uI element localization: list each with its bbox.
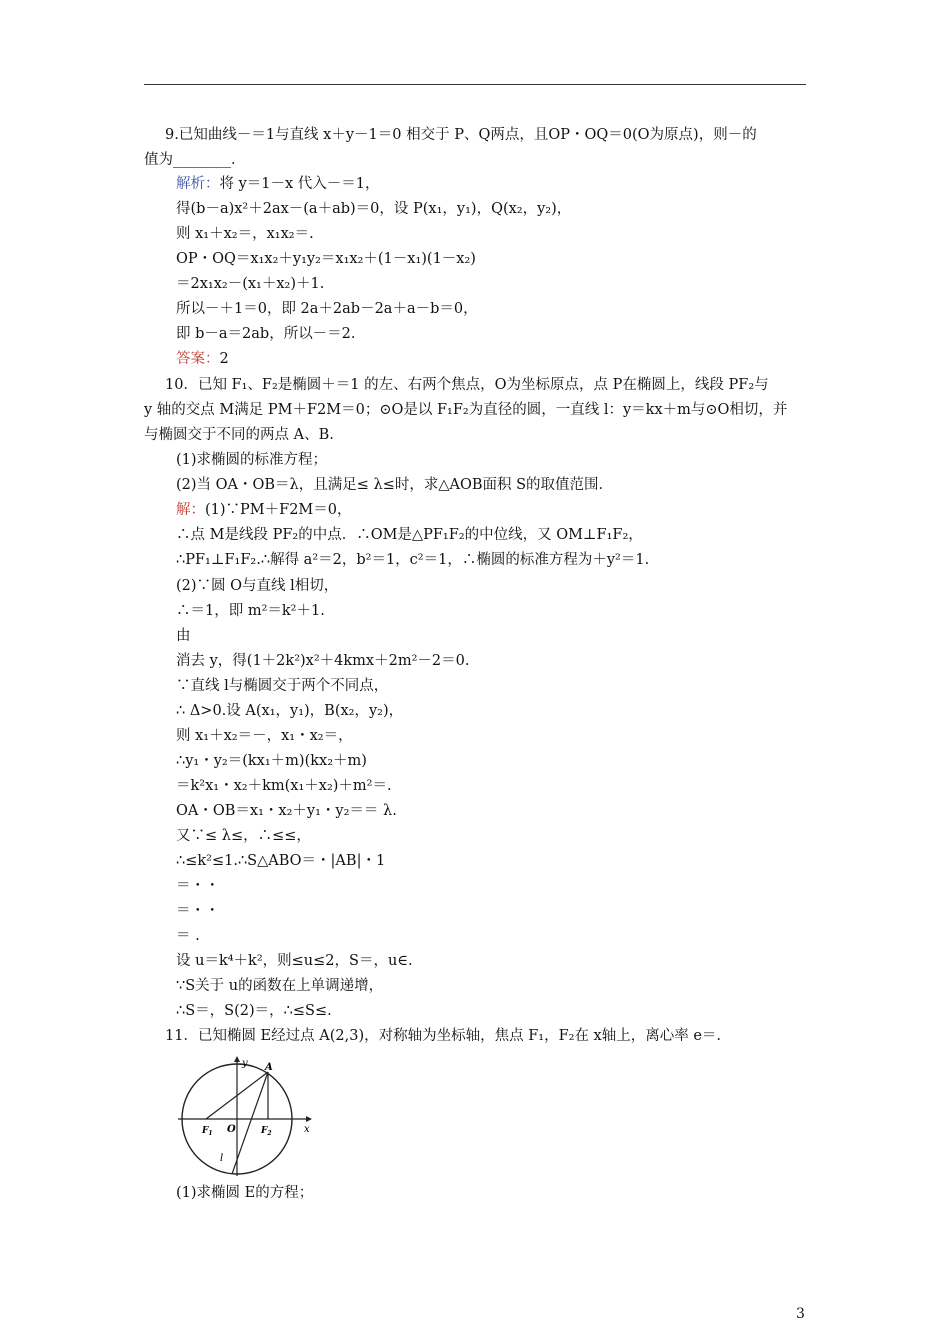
figure-label-a: A [265,1062,273,1073]
text-line: ∴S＝，S(2)＝，∴≤S≤. [176,1003,332,1019]
y-axis-arrow-icon [234,1056,240,1062]
text-line: (2)当 OA・OB＝λ，且满足≤ λ≤时，求△AOB面积 S的取值范围． [176,477,614,493]
text-line: ＝・・ [176,903,220,919]
text-line: ∴PF₁⊥F₁F₂.∴解得 a²＝2，b²＝1，c²＝1，∴椭圆的标准方程为＋y²＝1. [176,552,650,568]
page-number: 3 [796,1306,805,1322]
text-line: 设 u＝k⁴＋k²，则≤u≤2，S＝，u∈. [176,953,413,969]
label-jiexi: 解析： [176,176,220,192]
line-rest: (1)∵PM＋F2M＝0， [205,502,352,518]
figure-label-o: O [227,1124,236,1135]
text-line: 所以－＋1＝0，即 2a＋2ab－2a＋a－b＝0， [176,301,478,317]
label-daan: 答案： [176,351,220,367]
header-rule [144,84,806,85]
text-line [176,501,352,519]
text-line: ∴y₁・y₂＝(kx₁＋m)(kx₂＋m) [176,753,367,769]
text-line: 与椭圆交于不同的两点 A、B. [144,427,334,443]
text-line: ＝・・ [176,878,220,894]
text-line: 消去 y，得(1＋2k²)x²＋4kmx＋2m²－2＝0. [176,653,470,669]
text-line: (1)求椭圆 E的方程； [176,1185,314,1201]
text-line: ∵直线 l与椭圆交于两个不同点， [176,678,389,694]
text-line: ∴≤k²≤1.∴S△ABO＝・|AB|・1 [176,853,386,869]
text-line: y 轴的交点 M满足 PM＋F2M＝0；⊙O是以 F₁F₂为直径的圆，一直线 l：y＝kx＋m与⊙O相切，并 [144,402,788,418]
text-line: 又∵≤ λ≤，∴≤≤， [176,828,311,844]
figure-label-x: x [304,1124,310,1135]
text-line [176,350,229,368]
text-line: ＝ . [176,928,200,944]
line-rest: 将 y＝1－x 代入－＝1， [219,176,380,192]
text-line: OP・OQ＝x₁x₂＋y₁y₂＝x₁x₂＋(1－x₁)(1－x₂) [176,251,476,267]
text-line: 9.已知曲线－＝1与直线 x＋y－1＝0 相交于 P、Q两点，且OP・OQ＝0(O为原点)，则－的 [165,127,757,143]
text-line: OA・OB＝x₁・x₂＋y₁・y₂＝＝ λ. [176,803,397,819]
text-line: ＝2x₁x₂－(x₁＋x₂)＋1. [176,276,325,292]
text-line: (2)∵圆 O与直线 l相切， [176,578,339,594]
text-line: 则 x₁＋x₂＝，x₁x₂＝. [176,226,314,242]
text-line: 值为________． [144,152,246,168]
text-line: ∴点 M是线段 PF₂的中点．∴OM是△PF₁F₂的中位线，又 OM⊥F₁F₂， [176,527,643,543]
text-line: 则 x₁＋x₂＝－，x₁・x₂＝， [176,728,353,744]
line-rest: 2 [219,351,229,367]
figure-label-f2: $F_2$ [261,1126,272,1137]
text-line: 10．已知 F₁、F₂是椭圆＋＝1 的左、右两个焦点，O为坐标原点，点 P在椭圆上，线段 PF₂与 [165,377,769,393]
ellipse-figure [176,1056,316,1180]
text-line: 即 b－a＝2ab，所以－＝2. [176,326,356,342]
text-line: ＝k²x₁・x₂＋km(x₁＋x₂)＋m²＝. [176,778,392,794]
text-line: ∴＝1，即 m²＝k²＋1. [176,603,325,619]
text-line: (1)求椭圆的标准方程； [176,452,328,468]
text-line: ∴ Δ>0.设 A(x₁，y₁)，B(x₂，y₂)， [176,703,404,719]
text-line: ∵S关于 u的函数在上单调递增， [176,978,384,994]
label-jie: 解： [176,502,205,518]
text-line [176,175,380,193]
text-line: 11．已知椭圆 E经过点 A(2,3)，对称轴为坐标轴，焦点 F₁，F₂在 x轴上，离心率 e＝. [165,1028,722,1044]
figure-label-y: y [242,1058,248,1069]
figure-label-f1: $F_1$ [202,1126,213,1137]
text-line: 由 [176,628,191,644]
text-line: 得(b－a)x²＋2ax－(a＋ab)＝0，设 P(x₁，y₁)，Q(x₂，y₂)， [176,201,572,217]
figure-label-l: l [220,1153,224,1164]
x-axis-arrow-icon [306,1116,312,1122]
